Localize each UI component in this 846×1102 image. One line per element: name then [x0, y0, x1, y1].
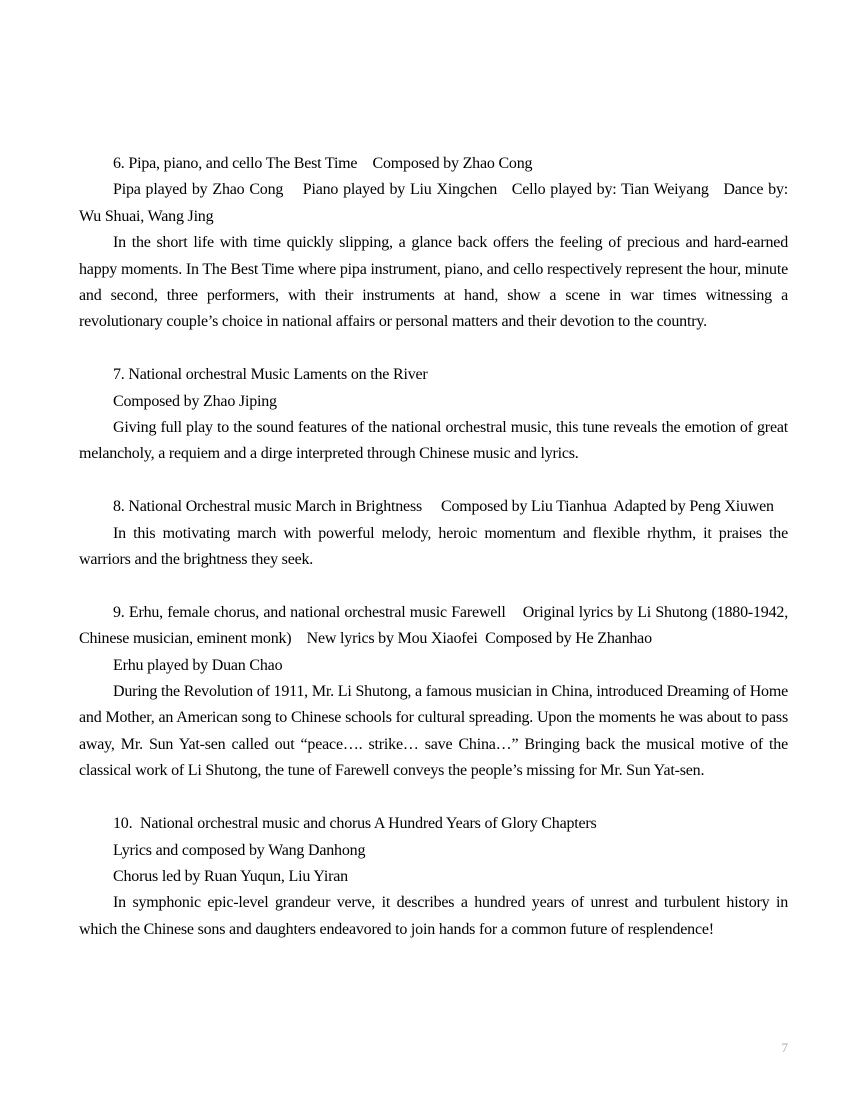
program-item-7	[79, 362, 788, 468]
program-item-6-description: In the short life with time quickly slipping, a glance back offers the feeling of precious and hard-earned happy moments. In The Best Time where pipa instrument, piano, and cello respectively represent the hour, minute and second, three performers, with their instruments at hand, show a scene in war times witnessing a revolutionary couple’s choice in national affairs or personal matters and their devotion to the country.	[79, 234, 788, 331]
program-item-9-title: 9. Erhu, female chorus, and national orchestral music Farewell Original lyrics by Li Shutong (1880-1942, Chinese musician, eminent monk) New lyrics by Mou Xiaofei Composed by He Zhanhao	[79, 603, 788, 648]
program-item-10-description: In symphonic epic-level grandeur verve, it describes a hundred years of unrest and turbulent history in which the Chinese sons and daughters endeavored to join hands for a common future of resplendence!	[79, 894, 788, 938]
program-item-6-title: 6. Pipa, piano, and cello The Best Time Composed by Zhao Cong	[113, 155, 533, 172]
program-item-6-credits: Pipa played by Zhao Cong Piano played by Liu Xingchen Cello played by: Tian Weiyang Dance by: Wu Shuai, Wang Jing	[79, 181, 788, 225]
page-content	[79, 151, 788, 943]
program-item-9-credits: Erhu played by Duan Chao	[113, 656, 283, 674]
program-item-9	[79, 600, 788, 785]
program-item-10-title: 10. National orchestral music and chorus A Hundred Years of Glory Chapters	[113, 815, 597, 833]
program-item-6	[79, 151, 788, 336]
program-item-10	[79, 811, 788, 943]
program-item-8	[79, 494, 788, 573]
program-item-8-description: In this motivating march with powerful melody, heroic momentum and flexible rhythm, it praises the warriors and the brightness they seek.	[79, 524, 788, 569]
program-item-7-credits: Composed by Zhao Jiping	[113, 392, 277, 410]
program-item-7-title: 7. National orchestral Music Laments on the River	[113, 366, 428, 384]
program-item-7-description: Giving full play to the sound features of the national orchestral music, this tune reveals the emotion of great melancholy, a requiem and a dirge interpreted through Chinese music and lyrics.	[79, 419, 788, 463]
page-number: 7	[781, 1040, 788, 1055]
program-item-8-title: 8. National Orchestral music March in Brightness Composed by Liu Tianhua Adapted by Peng Xiuwen	[113, 498, 774, 516]
program-item-10-credits-lyrics: Lyrics and composed by Wang Danhong	[113, 841, 366, 859]
program-item-10-credits-chorus: Chorus led by Ruan Yuqun, Liu Yiran	[113, 867, 348, 885]
program-item-9-description: During the Revolution of 1911, Mr. Li Shutong, a famous musician in China, introduced Dreaming of Home and Mother, an American song to Chinese schools for cultural spreading. Upon the moments he was about to pass away, Mr. Sun Yat-sen called out “peace…. strike… save China…” Bringing back the musical motive of the classical work of Li Shutong, the tune of Farewell conveys the people’s missing for Mr. Sun Yat-sen.	[79, 683, 788, 780]
